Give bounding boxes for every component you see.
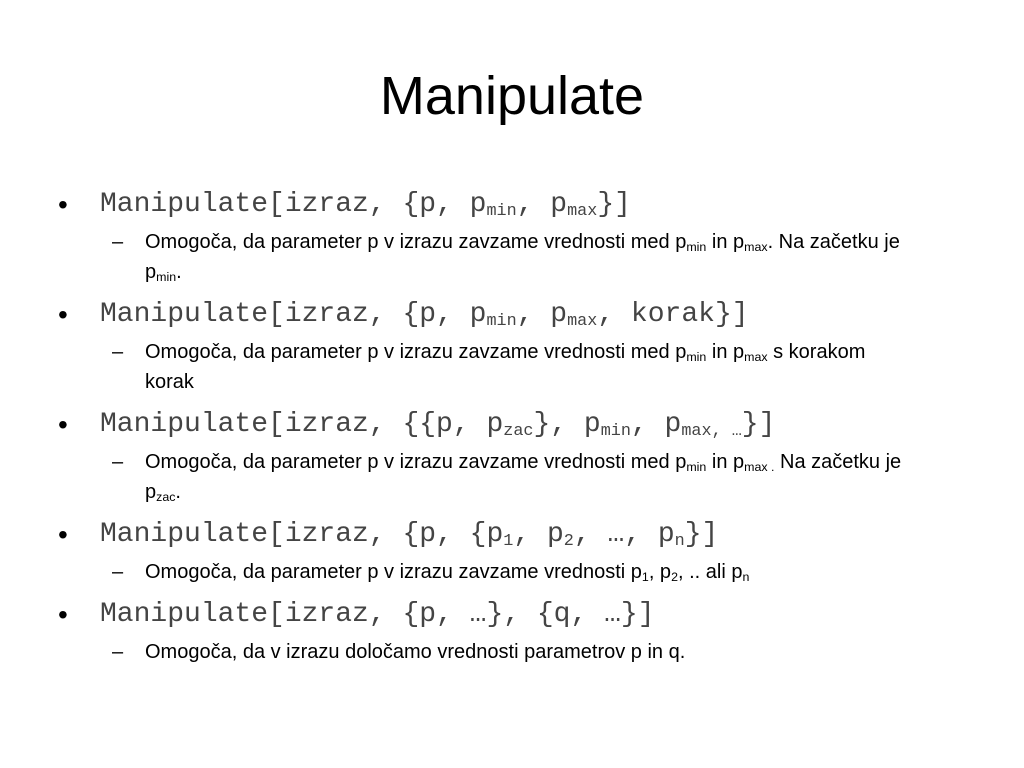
bullet-dot-icon: •: [58, 599, 68, 630]
code-text: }]: [741, 409, 776, 440]
bullet-dot-icon: •: [58, 189, 68, 220]
bullet-dot-icon: •: [58, 299, 68, 330]
desc-text: Na začetku je p: [145, 451, 902, 503]
code-text: Manipulate[izraz, {p, …}, {q, …}]: [100, 599, 655, 630]
sub-item-3: [56, 447, 917, 507]
sub-item-4: [56, 557, 917, 587]
desc-text: in p: [706, 451, 745, 473]
code-text: Manipulate[izraz, {p, p: [100, 299, 487, 330]
code-text: Manipulate[izraz, {p, {p: [100, 519, 504, 550]
code-subscript: max: [567, 202, 598, 222]
code-subscript: n: [674, 532, 685, 552]
code-text: , korak}]: [597, 299, 749, 330]
code-text: , p: [630, 409, 682, 440]
desc-text: Omogoča, da parameter p v izrazu zavzame vrednosti med p: [145, 231, 687, 253]
desc-subscript: min: [686, 350, 707, 365]
bullet-dot-icon: •: [58, 519, 68, 550]
desc-text: . Na začetku je p: [145, 231, 900, 283]
desc-text: Omogoča, da v izrazu določamo vrednosti parametrov p in q.: [145, 641, 686, 663]
code-subscript: min: [486, 202, 517, 222]
desc-subscript: max: [744, 350, 768, 365]
bullet-item-2: [56, 296, 976, 334]
desc-text: .: [175, 481, 181, 503]
desc-subscript: min: [686, 240, 707, 255]
code-subscript: , …: [711, 422, 742, 442]
desc-subscript: 1: [641, 570, 649, 585]
code-text: Manipulate[izraz, {{p, p: [100, 409, 504, 440]
code-subscript: max: [567, 312, 598, 332]
desc-subscript: max .: [744, 460, 775, 475]
desc-subscript: min: [156, 270, 177, 285]
desc-text: in p: [706, 231, 745, 253]
desc-subscript: min: [686, 460, 707, 475]
dash-icon: –: [112, 561, 124, 583]
desc-text: Omogoča, da parameter p v izrazu zavzame vrednosti p: [145, 561, 642, 583]
code-subscript: zac: [503, 422, 534, 442]
sub-item-5: [56, 637, 917, 667]
sub-item-2: [56, 337, 917, 397]
code-subscript: min: [486, 312, 517, 332]
desc-text: Omogoča, da parameter p v izrazu zavzame vrednosti med p: [145, 451, 687, 473]
desc-text: in p: [706, 341, 745, 363]
desc-text: .: [176, 261, 182, 283]
desc-text: , .. ali p: [677, 561, 743, 583]
code-text: , p: [516, 299, 568, 330]
dash-icon: –: [112, 641, 124, 663]
desc-subscript: n: [742, 570, 750, 585]
bullet-dot-icon: •: [58, 409, 68, 440]
code-text: }]: [684, 519, 719, 550]
bullet-item-5: [56, 596, 976, 634]
desc-text: Omogoča, da parameter p v izrazu zavzame vrednosti med p: [145, 341, 687, 363]
code-text: }]: [597, 189, 631, 220]
code-subscript: 1: [503, 532, 514, 552]
code-subscript: 2: [563, 532, 574, 552]
bullet-list: [56, 186, 976, 667]
code-text: , …, p: [573, 519, 675, 550]
dash-icon: –: [112, 231, 124, 253]
dash-icon: –: [112, 341, 124, 363]
slide-title: Manipulate: [379, 66, 645, 126]
code-text: }, p: [533, 409, 601, 440]
desc-subscript: 2: [671, 570, 678, 585]
desc-subscript: max: [744, 240, 768, 255]
sub-item-1: [56, 227, 917, 287]
desc-subscript: zac: [156, 490, 176, 505]
bullet-item-3: [56, 406, 976, 444]
code-text: , p: [513, 519, 564, 550]
desc-text: s korakom korak: [145, 341, 866, 393]
bullet-item-4: [56, 516, 976, 554]
dash-icon: –: [112, 451, 124, 473]
code-text: Manipulate[izraz, {p, p: [100, 189, 487, 220]
bullet-item-1: [56, 186, 976, 224]
desc-text: , p: [648, 561, 672, 583]
code-subscript: max: [681, 422, 712, 442]
code-subscript: min: [600, 422, 631, 442]
code-text: , p: [516, 189, 568, 220]
